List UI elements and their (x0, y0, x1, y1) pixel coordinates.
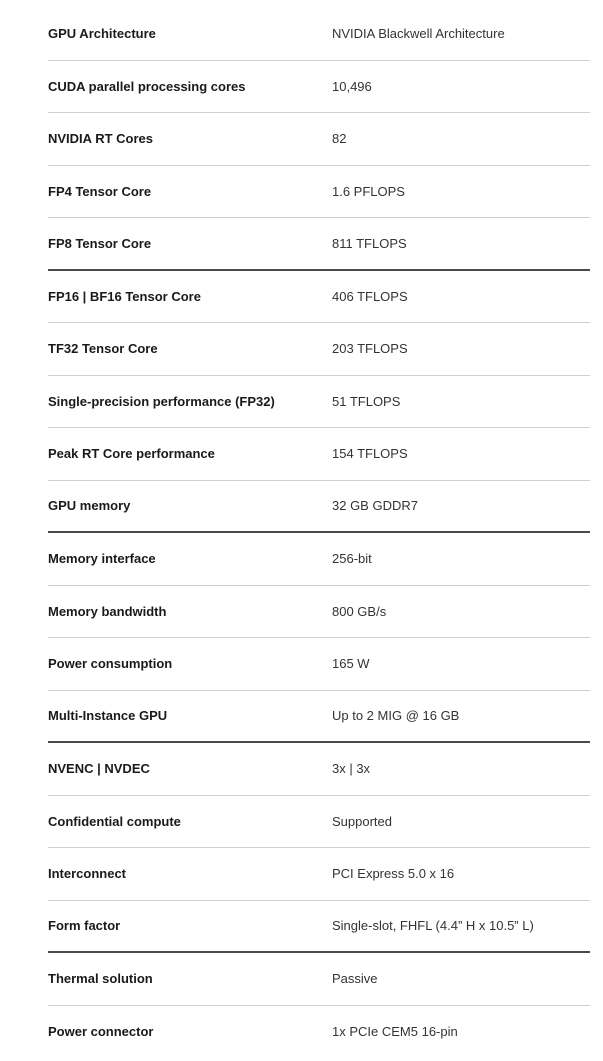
spec-value: 800 GB/s (332, 603, 387, 619)
spec-value: 3x | 3x (332, 761, 371, 777)
spec-row-form-factor (48, 901, 590, 954)
spec-value: 154 TFLOPS (332, 446, 408, 462)
spec-value: Up to 2 MIG @ 16 GB (332, 708, 460, 724)
spec-row-nvenc-nvdec (48, 743, 590, 796)
spec-label: Form factor (48, 918, 121, 934)
spec-label: FP8 Tensor Core (48, 235, 152, 251)
spec-value: 406 TFLOPS (332, 288, 408, 304)
spec-label: FP16 | BF16 Tensor Core (48, 288, 201, 304)
spec-value: 1x PCIe CEM5 16-pin (332, 1024, 458, 1040)
spec-label: GPU Architecture (48, 26, 156, 42)
spec-label: TF32 Tensor Core (48, 341, 158, 357)
spec-value: PCI Express 5.0 x 16 (332, 866, 455, 882)
spec-row-thermal-solution (48, 953, 590, 1006)
spec-value: 1.6 PFLOPS (332, 183, 405, 199)
spec-row-peak-rt-performance (48, 428, 590, 481)
spec-label: FP4 Tensor Core (48, 183, 152, 199)
spec-label: Power connector (48, 1024, 154, 1040)
spec-row-interconnect (48, 848, 590, 901)
spec-label: Memory bandwidth (48, 603, 167, 619)
spec-label: Interconnect (48, 866, 127, 882)
spec-label: Multi-Instance GPU (48, 708, 168, 724)
spec-value: Single-slot, FHFL (4.4” H x 10.5” L) (332, 918, 534, 934)
spec-row-memory-interface (48, 533, 590, 586)
spec-value: Passive (332, 971, 378, 987)
spec-value: Supported (332, 813, 392, 829)
spec-row-fp8-tensor (48, 218, 590, 271)
spec-row-rt-cores (48, 113, 590, 166)
spec-row-tf32-tensor (48, 323, 590, 376)
spec-value: 51 TFLOPS (332, 393, 401, 409)
spec-table (48, 8, 590, 1058)
spec-value: 82 (332, 131, 347, 147)
spec-label: Thermal solution (48, 971, 153, 987)
spec-label: NVENC | NVDEC (48, 761, 150, 777)
spec-value: NVIDIA Blackwell Architecture (332, 26, 505, 42)
spec-value: 32 GB GDDR7 (332, 498, 418, 514)
spec-label: Confidential compute (48, 813, 181, 829)
spec-value: 10,496 (332, 78, 372, 94)
spec-row-gpu-architecture (48, 8, 590, 61)
spec-label: Memory interface (48, 551, 156, 567)
spec-label: NVIDIA RT Cores (48, 131, 153, 147)
spec-row-confidential-compute (48, 796, 590, 849)
spec-row-gpu-memory (48, 481, 590, 534)
spec-value: 811 TFLOPS (332, 235, 407, 251)
spec-row-fp32-performance (48, 376, 590, 429)
spec-row-fp16-bf16-tensor (48, 271, 590, 324)
spec-label: Peak RT Core performance (48, 446, 215, 462)
spec-row-fp4-tensor (48, 166, 590, 219)
spec-row-power-consumption (48, 638, 590, 691)
spec-value: 165 W (332, 656, 370, 672)
spec-row-power-connector (48, 1006, 590, 1059)
spec-row-multi-instance-gpu (48, 691, 590, 744)
spec-value: 203 TFLOPS (332, 341, 408, 357)
spec-row-memory-bandwidth (48, 586, 590, 639)
spec-label: Power consumption (48, 656, 173, 672)
spec-label: GPU memory (48, 498, 131, 514)
spec-label: CUDA parallel processing cores (48, 78, 246, 94)
spec-value: 256-bit (332, 551, 372, 567)
spec-label: Single-precision performance (FP32) (48, 393, 275, 409)
spec-row-cuda-cores (48, 61, 590, 114)
